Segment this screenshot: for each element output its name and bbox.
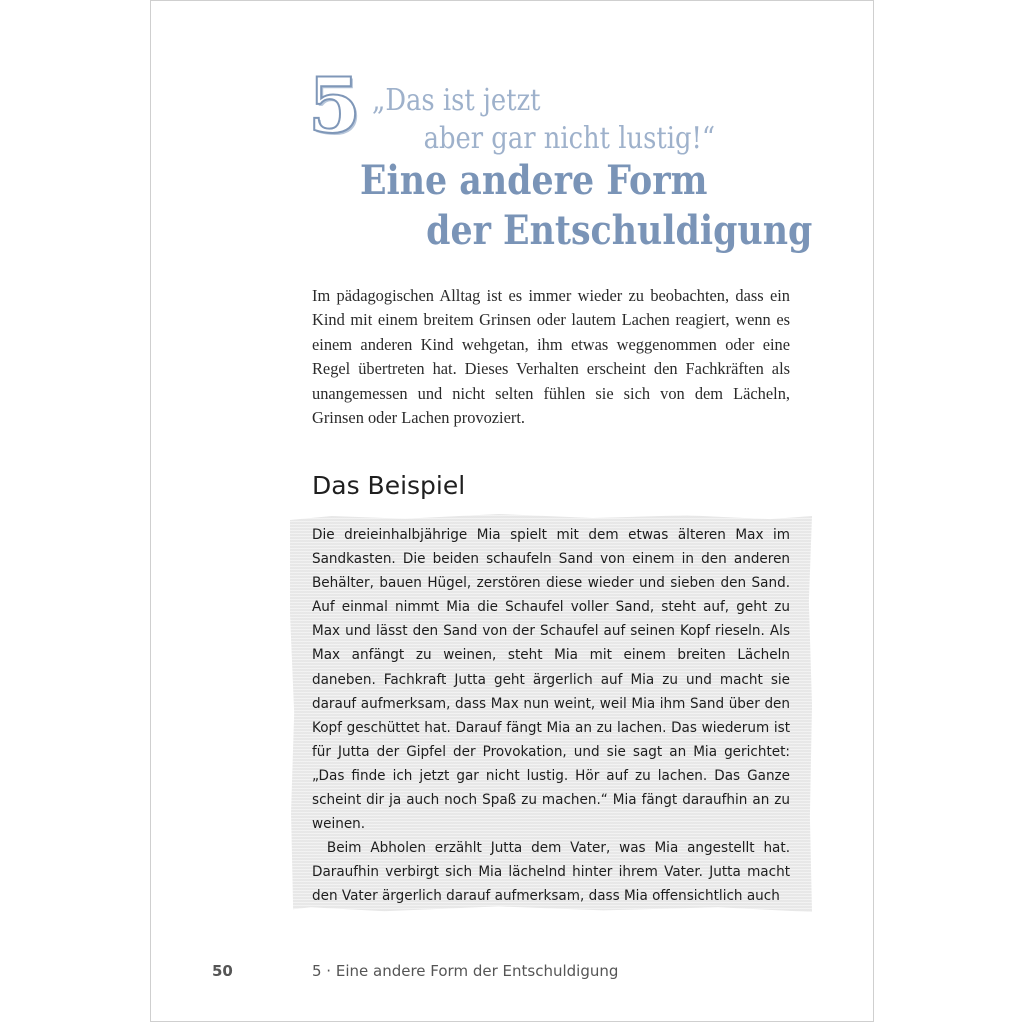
chapter-quote-line-2: aber gar nicht lustig!“ bbox=[423, 121, 716, 156]
chapter-number: 5 bbox=[308, 61, 361, 150]
intro-paragraph: Im pädagogischen Alltag ist es immer wieder zu beobachten, dass ein Kind mit einem breitem Grinsen oder lautem Lachen reagiert, wenn es einem anderen Kind wehgetan, ihm etwas weggenommen oder eine Regel übertreten hat. Dieses Verhalten erscheint den Fachkräften als unangemessen und nicht selten fühlen sie sich von dem Lächeln, Grinsen oder Lachen provoziert. bbox=[312, 286, 790, 428]
chapter-title bbox=[360, 156, 812, 256]
chapter-quote bbox=[372, 82, 715, 158]
page-number: 50 bbox=[212, 962, 233, 980]
chapter-quote-line-1: „Das ist jetzt bbox=[372, 83, 541, 118]
example-paragraph-2: Beim Abholen erzählt Jutta dem Vater, was Mia angestellt hat. Daraufhin verbirgt sich Mia lächelnd hinter ihrem Vater. Jutta macht den Vater ärgerlich darauf aufmerksam, dass Mia offensichtlich auch bbox=[312, 839, 791, 905]
section-heading: Das Beispiel bbox=[312, 471, 466, 500]
example-paragraph-1: Die dreieinhalbjährige Mia spielt mit dem etwas älteren Max im Sandkasten. Die beiden schaufeln Sand von einem in den anderen Behälter, bauen Hügel, zerstören diese wieder und sieben den Sand. Auf einmal nimmt Mia die Schaufel voller Sand, steht auf, geht zu Max und lässt den Sand von der Schaufel auf seinen Kopf rieseln. Als Max anfängt zu weinen, steht Mia mit einem breiten Lächeln daneben. Fachkraft Jutta geht ärgerlich auf Mia zu und macht sie darauf aufmerksam, dass Max nun weint, weil Mia ihm Sand über den Kopf geschüttet hat. Darauf fängt Mia an zu lachen. Das wiederum ist für Jutta der Gipfel der Provokation, und sie sagt an Mia gerichtet: „Das finde ich jetzt gar nicht lustig. Hör auf zu lachen. Das Ganze scheint dir ja auch noch Spaß zu machen.“ Mia fängt daraufhin an zu weinen. bbox=[312, 526, 791, 833]
chapter-title-line-2: der Entschuldigung bbox=[426, 207, 813, 254]
running-footer: 5 · Eine andere Form der Entschuldigung bbox=[312, 962, 619, 980]
chapter-title-line-1: Eine andere Form bbox=[360, 157, 708, 204]
example-text bbox=[312, 523, 790, 909]
